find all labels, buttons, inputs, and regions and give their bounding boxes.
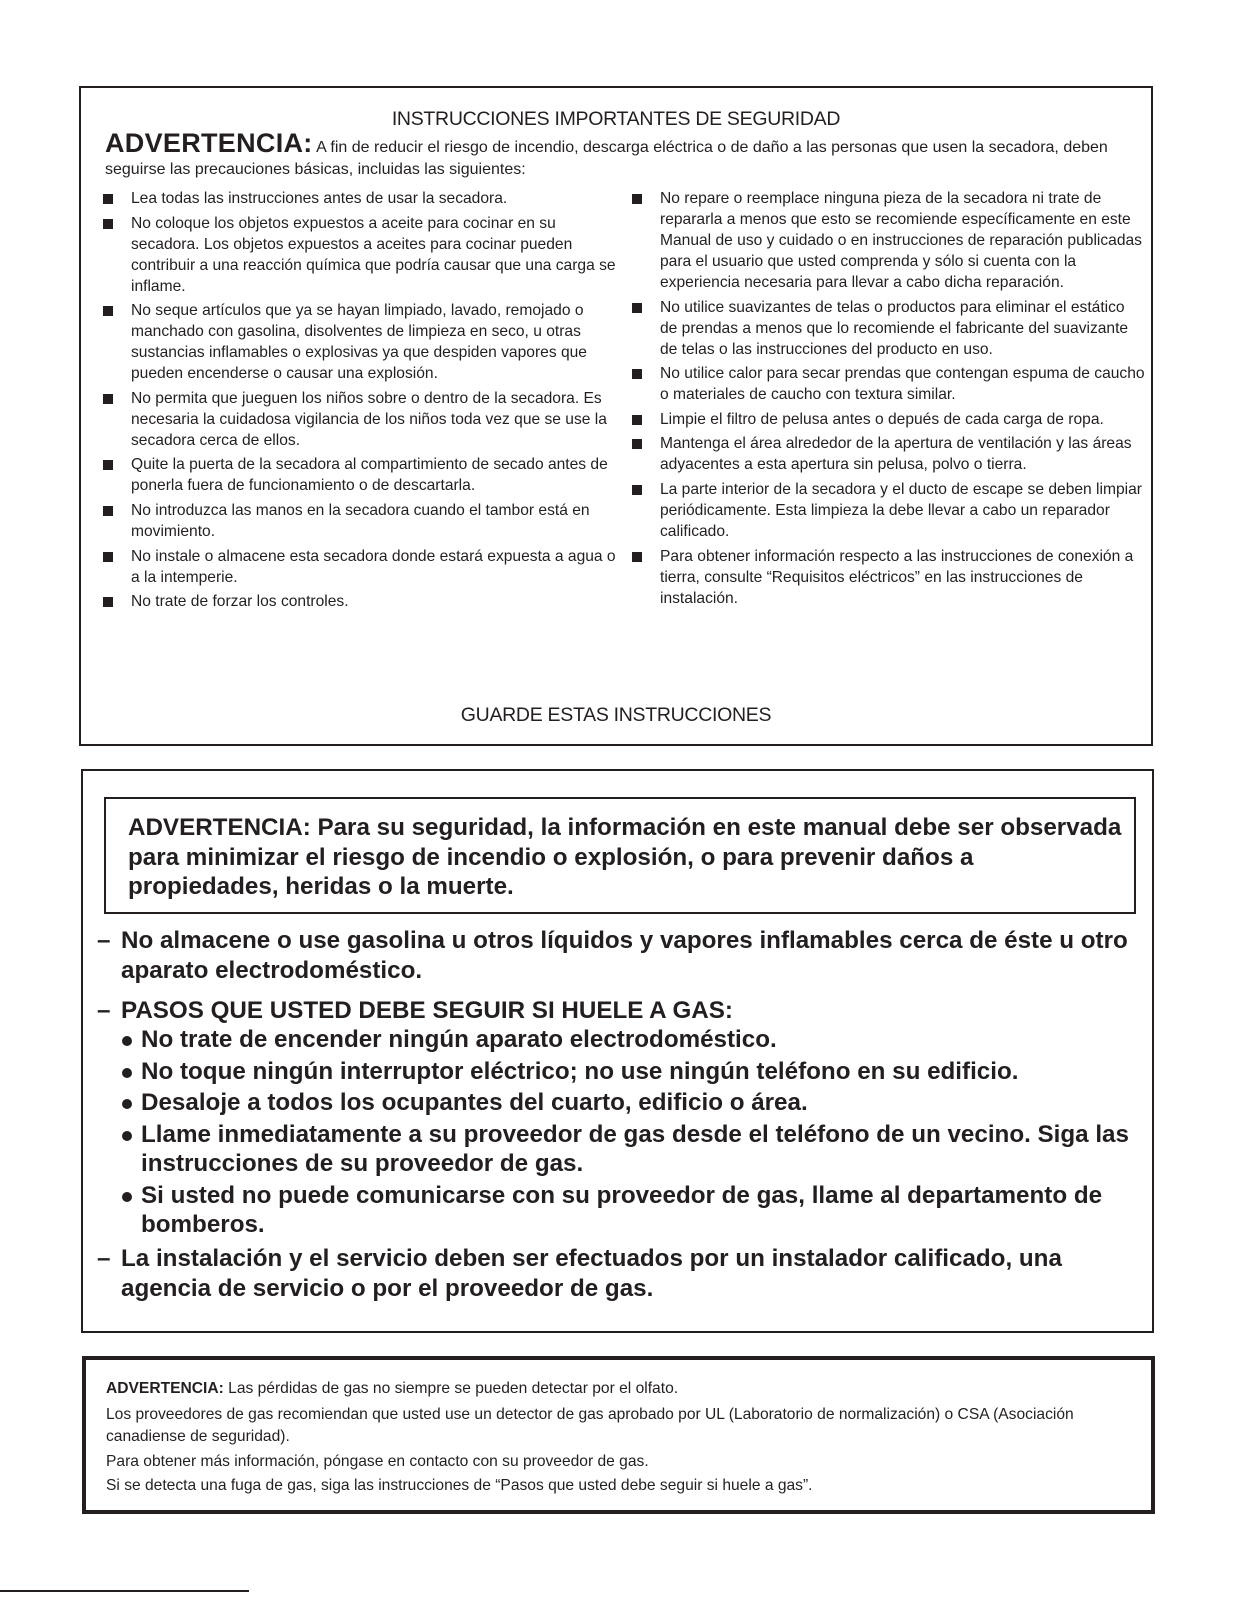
- bullet-square-icon: [103, 219, 113, 229]
- list-item: [97, 591, 617, 612]
- gas-item-text: No almacene o use gasolina u otros líquidos y vapores inflamables cerca de éste u otro aparato electrodoméstico.: [121, 927, 1128, 984]
- safety-title: INSTRUCCIONES IMPORTANTES DE SEGURIDAD: [391, 108, 841, 130]
- bullet-square-icon: [632, 303, 642, 313]
- leak-line-1: [106, 1378, 1137, 1400]
- boxed-warning: [104, 797, 1136, 914]
- leak-line-1-text: Las pérdidas de gas no siempre se pueden detectar por el olfato.: [223, 1380, 679, 1397]
- list-item: [97, 188, 617, 209]
- list-item-text: No permita que jueguen los niños sobre o dentro de la secadora. Es necesaria la cuidadosa vigilancia de los niños toda vez que se use la secadora cerca de ellos.: [131, 389, 607, 449]
- leak-warning-label: ADVERTENCIA:: [106, 1380, 224, 1397]
- list-item-text: No seque artículos que ya se hayan limpiado, lavado, remojado o manchado con gasolina, disolventes de limpieza en seco, u otras sustancias inflamables o explosivas ya que despiden vapores que pueden encenderse o causar una explosión.: [131, 302, 587, 383]
- list-item-text: No trate de encender ningún aparato electrodoméstico.: [141, 1026, 777, 1053]
- list-item-text: No repare o reemplace ninguna pieza de la secadora ni trate de repararla a menos que esto se recomiende específicamente en este Manual de uso y cuidado o en instrucciones de reparación publicadas para el usuario que usted comprenda y sólo si cuenta con la experiencia necesaria para llevar a cabo dicha reparación.: [660, 190, 1142, 291]
- list-item-text: La parte interior de la secadora y el ducto de escape se deben limpiar periódicamente. Esta limpieza la debe llevar a cabo un reparador calificado.: [660, 480, 1142, 540]
- bullet-dot-icon: [122, 1192, 132, 1202]
- list-item-text: Para obtener información respecto a las instrucciones de conexión a tierra, consulte “Requisitos eléctricos” en las instrucciones de instalación.: [660, 547, 1134, 607]
- dash-icon: –: [97, 927, 111, 954]
- list-item-text: Mantenga el área alrededor de la apertura de ventilación y las áreas adyacentes a esta apertura sin pelusa, polvo o tierra.: [660, 435, 1132, 474]
- gas-steps-list: [119, 1025, 1142, 1242]
- list-item: [97, 546, 617, 588]
- list-item: [97, 454, 617, 496]
- gas-item-installation: [97, 1244, 1142, 1303]
- list-item-text: Quite la puerta de la secadora al compartimiento de secado antes de ponerla fuera de funcionamiento o de descartarla.: [131, 456, 608, 495]
- leak-line-2: Los proveedores de gas recomiendan que usted use un detector de gas aprobado por UL (Laboratorio de normalización) o CSA (Asociación canadiense de seguridad).: [106, 1406, 1074, 1445]
- bullet-dot-icon: [122, 1036, 132, 1046]
- bullet-square-icon: [632, 552, 642, 562]
- list-item: [626, 363, 1146, 405]
- bullet-dot-icon: [122, 1099, 132, 1109]
- bullet-dot-icon: [122, 1068, 132, 1078]
- list-item: [119, 1025, 1142, 1055]
- bullet-square-icon: [103, 506, 113, 516]
- list-item-text: Limpie el filtro de pelusa antes o depués de cada carga de ropa.: [660, 410, 1104, 428]
- list-item: [626, 297, 1146, 360]
- list-item: [119, 1057, 1142, 1087]
- list-item: [626, 479, 1146, 542]
- bullet-square-icon: [103, 597, 113, 607]
- list-item: [119, 1120, 1142, 1179]
- list-item-text: No introduzca las manos en la secadora cuando el tambor está en movimiento.: [131, 501, 590, 540]
- warning-text: A fin de reducir el riesgo de incendio, descarga eléctrica o de daño a las personas que usen la secadora, deben seguirse las precauciones básicas, incluidas las siguientes:: [105, 139, 1108, 178]
- list-item-text: Lea todas las instrucciones antes de usar la secadora.: [131, 190, 508, 207]
- gas-steps-heading: [97, 996, 1142, 1026]
- gas-steps-heading-text: PASOS QUE USTED DEBE SEGUIR SI HUELE A GAS:: [121, 997, 733, 1024]
- bullet-square-icon: [632, 415, 642, 425]
- list-item-text: Si usted no puede comunicarse con su proveedor de gas, llame al departamento de bomberos.: [141, 1181, 1103, 1238]
- dash-icon: –: [97, 1245, 111, 1272]
- bullet-square-icon: [632, 369, 642, 379]
- safety-list-left: [97, 188, 617, 616]
- list-item: [97, 213, 617, 297]
- list-item: [626, 409, 1146, 430]
- bullet-square-icon: [103, 194, 113, 204]
- bullet-square-icon: [103, 552, 113, 562]
- safety-instructions-box: [79, 86, 1153, 746]
- list-item-text: No trate de forzar los controles.: [131, 593, 349, 611]
- bullet-square-icon: [103, 460, 113, 470]
- gas-leak-box: [82, 1356, 1155, 1514]
- safety-list-right: [626, 188, 1146, 612]
- list-item-text: Desaloje a todos los ocupantes del cuarto, edificio o área.: [141, 1089, 808, 1116]
- bullet-square-icon: [103, 394, 113, 404]
- gas-item-text: La instalación y el servicio deben ser efectuados por un instalador calificado, una agencia de servicio o por el proveedor de gas.: [121, 1245, 1062, 1302]
- boxed-warning-text: ADVERTENCIA: Para su seguridad, la información en este manual debe ser observada para minimizar el riesgo de incendio o explosión, o para prevenir daños a propiedades, heridas o la muerte.: [128, 814, 1122, 900]
- list-item-text: No instale o almacene esta secadora donde estará expuesta a agua o a la intemperie.: [131, 547, 616, 586]
- list-item: [119, 1181, 1142, 1240]
- list-item: [626, 433, 1146, 475]
- dash-icon: –: [97, 997, 111, 1024]
- gas-item-no-store: [97, 926, 1142, 985]
- warning-label: ADVERTENCIA:: [105, 128, 313, 158]
- list-item-text: Llame inmediatamente a su proveedor de gas desde el teléfono de un vecino. Siga las instrucciones de su proveedor de gas.: [141, 1120, 1129, 1177]
- list-item: [97, 500, 617, 542]
- list-item-text: No utilice calor para secar prendas que contengan espuma de caucho o materiales de caucho con textura similar.: [660, 365, 1145, 404]
- list-item: [97, 388, 617, 451]
- safety-intro: [105, 128, 1127, 181]
- gas-warning-box: [81, 769, 1154, 1333]
- leak-line-4: Si se detecta una fuga de gas, siga las instrucciones de “Pasos que usted debe seguir si huele a gas”.: [106, 1477, 813, 1494]
- bullet-square-icon: [632, 439, 642, 449]
- bullet-square-icon: [103, 306, 113, 316]
- list-item: [97, 300, 617, 384]
- list-item: [626, 546, 1146, 609]
- list-item-text: No coloque los objetos expuestos a aceite para cocinar en su secadora. Los objetos expuestos a aceites para cocinar pueden contribuir a una reacción química que podría causar que una carga se inflame.: [131, 214, 616, 295]
- list-item: [626, 188, 1146, 293]
- list-item-text: No utilice suavizantes de telas o productos para eliminar el estático de prendas a menos que lo recomiende el fabricante del suavizante de telas o las instrucciones del producto en uso.: [660, 298, 1129, 358]
- bullet-dot-icon: [122, 1131, 132, 1141]
- list-item: [119, 1088, 1142, 1118]
- footer-rule: [0, 1590, 249, 1592]
- bullet-square-icon: [632, 485, 642, 495]
- list-item-text: No toque ningún interruptor eléctrico; no use ningún teléfono en su edificio.: [141, 1057, 1019, 1085]
- leak-line-3: Para obtener más información, póngase en contacto con su proveedor de gas.: [106, 1453, 649, 1470]
- save-instructions-heading: GUARDE ESTAS INSTRUCCIONES: [460, 704, 772, 726]
- bullet-square-icon: [632, 194, 642, 204]
